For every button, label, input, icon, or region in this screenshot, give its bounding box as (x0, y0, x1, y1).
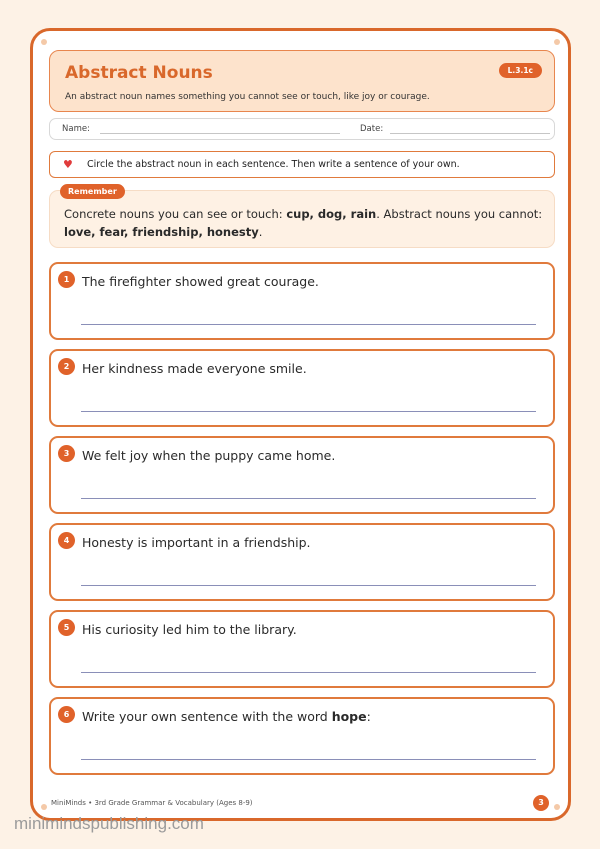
instructions-text: Circle the abstract noun in each sentence. Then write a sentence of your own. (87, 159, 460, 170)
remember-end: . (258, 225, 263, 239)
answer-line[interactable] (81, 759, 536, 760)
question-card (49, 523, 555, 601)
question-text: His curiosity led him to the library. (82, 622, 297, 637)
page-subtitle: An abstract noun names something you cannot see or touch, like joy or courage. (65, 92, 430, 102)
question-number: 6 (58, 706, 75, 723)
answer-line[interactable] (81, 411, 536, 412)
question-number: 4 (58, 532, 75, 549)
answer-line[interactable] (81, 498, 536, 499)
remember-text (64, 205, 544, 241)
question-number: 5 (58, 619, 75, 636)
answer-line[interactable] (81, 672, 536, 673)
corner-dot (554, 39, 560, 45)
corner-dot (41, 804, 47, 810)
concrete-examples: cup, dog, rain (286, 207, 377, 221)
question-card (49, 697, 555, 775)
remember-badge: Remember (60, 184, 125, 199)
question-text: Her kindness made everyone smile. (82, 361, 307, 376)
name-field[interactable] (100, 133, 340, 134)
question-keyword: hope (331, 709, 367, 724)
question-text-before: Write your own sentence with the word (82, 709, 332, 724)
footer-text: MiniMinds • 3rd Grade Grammar & Vocabulary (Ages 8-9) (51, 799, 253, 807)
question-card (49, 349, 555, 427)
worksheet-header (49, 50, 555, 112)
question-text-after: : (366, 709, 371, 724)
question-text: We felt joy when the puppy came home. (82, 448, 336, 463)
question-text: The firefighter showed great courage. (82, 274, 319, 289)
heart-icon: ♥ (63, 158, 73, 171)
standard-badge: L.3.1c (499, 63, 542, 78)
instructions-box (49, 151, 555, 178)
name-label: Name: (62, 124, 90, 134)
abstract-examples: love, fear, friendship, honesty (64, 225, 259, 239)
question-card (49, 610, 555, 688)
answer-line[interactable] (81, 585, 536, 586)
date-label: Date: (360, 124, 384, 134)
question-card (49, 262, 555, 340)
question-text (82, 709, 371, 724)
remember-middle: . Abstract nouns you cannot: (376, 207, 543, 221)
page-number: 3 (533, 795, 549, 811)
answer-line[interactable] (81, 324, 536, 325)
question-number: 3 (58, 445, 75, 462)
remember-intro: Concrete nouns you can see or touch: (64, 207, 287, 221)
worksheet-page (30, 28, 571, 821)
question-text: Honesty is important in a friendship. (82, 535, 311, 550)
page-title: Abstract Nouns (65, 63, 213, 83)
question-card (49, 436, 555, 514)
question-number: 1 (58, 271, 75, 288)
watermark: minimindspublishing.com (14, 814, 204, 833)
name-date-bar (49, 118, 555, 140)
corner-dot (554, 804, 560, 810)
remember-box (49, 187, 555, 248)
date-field[interactable] (390, 133, 550, 134)
corner-dot (41, 39, 47, 45)
question-number: 2 (58, 358, 75, 375)
